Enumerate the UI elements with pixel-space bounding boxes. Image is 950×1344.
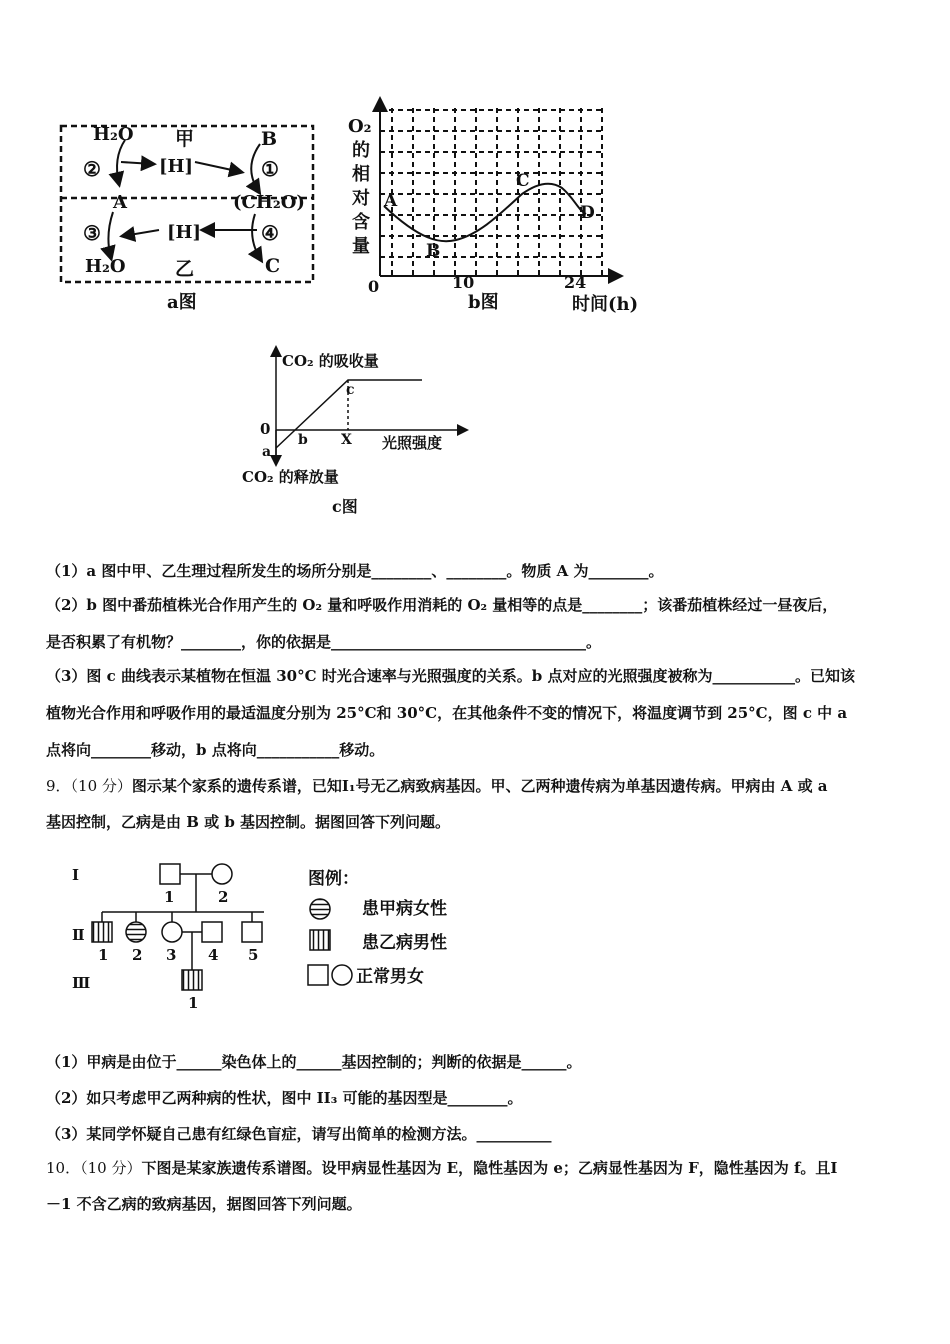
- num-2: ②: [83, 157, 101, 181]
- b-point-c: C: [516, 171, 530, 191]
- h2o-bottom-label: H₂O: [85, 256, 126, 277]
- c-point-c: c: [346, 382, 355, 398]
- b-point-d: D: [580, 203, 595, 223]
- c-y-bottom: CO₂ 的释放量: [242, 468, 339, 486]
- pedigree-II2: [126, 922, 146, 942]
- q9-stem-text: 图示某个家系的遗传系谱，已知Ⅰ₁号无乙病致病基因。甲、乙两种遗传病为单基因遗传病。甲病由 A 或 a: [131, 777, 828, 795]
- b-point-b: B: [426, 241, 441, 261]
- legend-jia-text: 患甲病女性: [362, 899, 447, 919]
- pedigree-III1: [182, 970, 202, 990]
- q10-stem: [46, 1158, 916, 1178]
- b-tick-10: 10: [452, 273, 475, 292]
- num-1: ①: [261, 157, 279, 181]
- pedigree-II4: [202, 922, 222, 942]
- label-II5: 5: [248, 946, 259, 964]
- legend-title: 图例：: [308, 869, 359, 889]
- figure-c-caption: c图: [332, 497, 358, 516]
- num-3: ③: [83, 221, 101, 245]
- b-tick-0: 0: [368, 277, 380, 296]
- q8-part1: （1）a 图中甲、乙生理过程所发生的场所分别是________、________。物质 A 为________。: [46, 562, 664, 580]
- figure-a: [55, 118, 325, 318]
- gen-III-label: Ⅲ: [72, 974, 91, 992]
- q9-part1: （1）甲病是由位于______染色体上的______基因控制的；判断的依据是______。: [46, 1053, 582, 1071]
- figure-b-caption: b图: [468, 292, 499, 313]
- legend-yi-text: 患乙病男性: [362, 933, 447, 953]
- a-label: A: [113, 192, 127, 213]
- jia-label: 甲: [175, 128, 195, 150]
- figure-b: [340, 94, 660, 318]
- b-point-a: A: [384, 191, 398, 211]
- gen-I-label: Ⅰ: [72, 866, 80, 884]
- pedigree-II3: [162, 922, 182, 942]
- pedigree-II1: [92, 922, 112, 942]
- h2o-top-label: H₂O: [93, 124, 134, 145]
- legend-yi-symbol: [310, 930, 330, 950]
- c-y-top: CO₂ 的吸收量: [282, 352, 379, 370]
- b-ylabel-5: 量: [352, 236, 370, 257]
- pedigree-I1: [160, 864, 180, 884]
- b-ylabel-1: 的: [352, 140, 370, 161]
- pedigree-II5: [242, 922, 262, 942]
- q9-stem-cont: 基因控制，乙病是由 B 或 b 基因控制。据图回答下列问题。: [46, 813, 451, 831]
- legend-normal-text: 正常男女: [356, 967, 424, 987]
- label-II4: 4: [208, 946, 219, 964]
- h-bottom-label: [H]: [167, 222, 202, 243]
- legend-normal-female: [332, 965, 352, 985]
- q8-part3: （3）图 c 曲线表示某植物在恒温 30°C 时光合速率与光照强度的关系。b 点对应的光照强度被称为___________。已知该: [46, 667, 855, 685]
- q9-part2: （2）如只考虑甲乙两种病的性状，图中 II₃ 可能的基因型是________。: [46, 1089, 523, 1107]
- q8-part2-cont: 是否积累了有机物？________，你的依据是__________________________________。: [46, 633, 602, 651]
- c-point-a: a: [262, 444, 272, 460]
- c-point-b: b: [298, 432, 308, 448]
- gen-II-label: Ⅱ: [72, 926, 85, 944]
- c-point-x: X: [341, 432, 352, 448]
- q8-part3-cont2: 点将向________移动，b 点将向___________移动。: [46, 741, 385, 759]
- q10-stem-text: 下图是某家族遗传系谱图。设甲病显性基因为 E，隐性基因为 e；乙病显性基因为 F，隐性基因为 f。且Ⅰ: [141, 1159, 838, 1177]
- b-xlabel: 时间(h): [572, 294, 639, 315]
- figure-c: [236, 340, 476, 520]
- legend-normal-male: [308, 965, 328, 985]
- q10-stem-cont: －1 不含乙病的致病基因，据图回答下列问题。: [46, 1195, 362, 1213]
- yi-label: 乙: [175, 258, 195, 280]
- b-ylabel-3: 对: [352, 188, 370, 209]
- label-II3: 3: [166, 946, 177, 964]
- c-zero: 0: [260, 420, 271, 438]
- q10-number: 10．（10 分）: [46, 1159, 142, 1177]
- label-II1: 1: [98, 946, 109, 964]
- b-label: B: [261, 128, 278, 150]
- pedigree-I2: [212, 864, 232, 884]
- label-I2: 2: [218, 888, 229, 906]
- c-label: C: [265, 255, 281, 277]
- q8-part2: （2）b 图中番茄植株光合作用产生的 O₂ 量和呼吸作用消耗的 O₂ 量相等的点是________；该番茄植株经过一昼夜后，: [46, 596, 838, 614]
- label-III1: 1: [188, 994, 199, 1012]
- h-top-label: [H]: [159, 156, 194, 177]
- figure-b-curve: [384, 184, 586, 242]
- figure-a-caption: a图: [167, 292, 197, 313]
- q9-number: 9．（10 分）: [46, 777, 132, 795]
- b-ylabel-2: 相: [352, 164, 370, 185]
- q9-part3: （3）某同学怀疑自己患有红绿色盲症，请写出简单的检测方法。__________: [46, 1125, 552, 1143]
- figure-b-grid: [380, 108, 602, 276]
- legend-jia-symbol: [310, 899, 330, 919]
- b-ylabel-4: 含: [352, 212, 370, 233]
- b-ylabel-0: O₂: [348, 116, 372, 137]
- ch2o-label: (CH₂O): [233, 192, 305, 213]
- label-II2: 2: [132, 946, 143, 964]
- num-4: ④: [261, 221, 279, 245]
- label-I1: 1: [164, 888, 175, 906]
- c-x-label: 光照强度: [382, 434, 443, 452]
- pedigree-figure: [66, 852, 486, 1012]
- q8-part3-cont1: 植物光合作用和呼吸作用的最适温度分别为 25°C和 30°C，在其他条件不变的情况下，将温度调节到 25°C，图 c 中 a: [46, 704, 848, 722]
- b-tick-24: 24: [564, 273, 587, 292]
- q9-stem: [46, 776, 916, 796]
